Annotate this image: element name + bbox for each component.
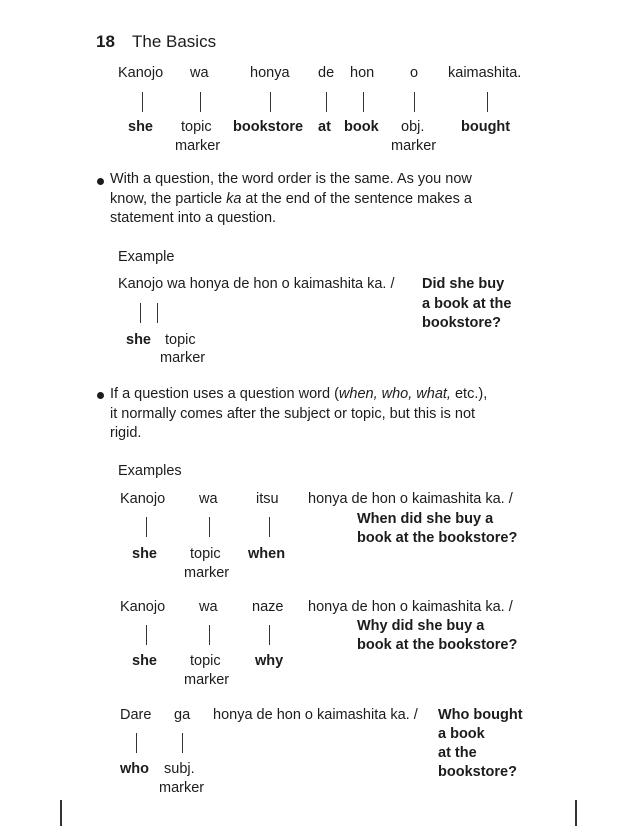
gloss-meaning: she	[132, 546, 157, 562]
chapter-title: The Basics	[132, 32, 217, 51]
jp-word: Kanojo	[120, 491, 166, 507]
jp-word: hon	[350, 65, 375, 81]
gloss-meaning: she	[128, 119, 153, 135]
para-line: rigid.	[110, 425, 142, 441]
translation-line: When did she buy a	[357, 511, 494, 527]
jp-sentence-rest: honya de hon o kaimashita ka. /	[308, 491, 513, 507]
scan-edge-line	[575, 800, 577, 826]
para-line: statement into a question.	[110, 210, 277, 226]
gloss-meaning: when	[248, 546, 286, 562]
translation-line: a book	[438, 726, 485, 742]
jp-word: de	[318, 65, 335, 81]
jp-word: honya	[250, 65, 290, 81]
gloss-meaning: bookstore	[233, 119, 304, 135]
para-line	[110, 190, 472, 210]
jp-word: Kanojo	[118, 65, 164, 81]
gloss-connector	[209, 625, 210, 645]
bullet-paragraph	[110, 385, 487, 444]
translation-line: a book at the	[422, 296, 512, 312]
gloss-connector	[414, 92, 415, 112]
scan-edge-line	[60, 800, 62, 826]
gloss-connector	[269, 625, 270, 645]
gloss-sub: marker	[391, 138, 437, 154]
gloss-connector	[326, 92, 327, 112]
gloss-connector	[157, 303, 158, 323]
gloss-connector	[200, 92, 201, 112]
gloss-connector	[136, 733, 137, 753]
para-text: know, the particle	[110, 190, 227, 207]
gloss-meaning: topic	[181, 119, 212, 135]
gloss-sub: marker	[184, 672, 230, 688]
jp-word: ga	[174, 707, 191, 723]
jp-word: o	[410, 65, 419, 81]
jp-sentence-rest: honya de hon o kaimashita ka. /	[213, 707, 418, 723]
jp-word: Kanojo	[120, 599, 166, 615]
gloss-connector	[269, 517, 270, 537]
translation-line: book at the bookstore?	[357, 530, 518, 546]
gloss-connector	[270, 92, 271, 112]
gloss-connector	[140, 303, 141, 323]
jp-word: wa	[199, 491, 218, 507]
gloss-sub: marker	[159, 780, 205, 796]
para-emphasis: when, who, what,	[338, 386, 451, 402]
para-text: at the end of the sentence makes a	[241, 190, 472, 207]
bullet-paragraph	[110, 170, 472, 229]
jp-sentence-rest: honya de hon o kaimashita ka. /	[308, 599, 513, 615]
section-heading: Example	[118, 249, 175, 265]
gloss-sub: marker	[175, 138, 221, 154]
jp-word: itsu	[256, 491, 279, 507]
gloss-connector	[363, 92, 364, 112]
gloss-meaning: topic	[190, 546, 221, 562]
section-heading: Examples	[118, 463, 182, 479]
gloss-meaning: topic	[165, 332, 196, 348]
gloss-meaning: why	[255, 653, 284, 669]
translation-line: bookstore?	[438, 764, 517, 780]
gloss-connector	[487, 92, 488, 112]
gloss-meaning: subj.	[164, 761, 195, 777]
para-text: etc.),	[450, 386, 488, 402]
gloss-meaning: obj.	[401, 119, 425, 135]
para-emphasis: ka	[226, 190, 242, 207]
translation-line: Did she buy	[422, 276, 505, 292]
jp-word: kaimashita.	[448, 65, 522, 81]
para-text: If a question uses a question word (	[110, 386, 339, 402]
jp-word: wa	[190, 65, 209, 81]
gloss-meaning: who	[120, 761, 149, 777]
gloss-connector	[142, 92, 143, 112]
jp-word: naze	[252, 599, 284, 615]
gloss-meaning: at	[318, 119, 331, 135]
gloss-meaning: topic	[190, 653, 221, 669]
gloss-connector	[182, 733, 183, 753]
gloss-connector	[146, 625, 147, 645]
gloss-meaning: book	[344, 119, 379, 135]
gloss-meaning: bought	[461, 119, 511, 135]
gloss-connector	[146, 517, 147, 537]
jp-word: wa	[199, 599, 218, 615]
translation-line: Why did she buy a	[357, 618, 485, 634]
jp-sentence: Kanojo wa honya de hon o kaimashita ka. /	[118, 276, 395, 292]
para-line: With a question, the word order is the same. As you now	[110, 171, 472, 187]
para-line: it normally comes after the subject or topic, but this is not	[110, 405, 476, 422]
gloss-connector	[209, 517, 210, 537]
gloss-sub: marker	[160, 350, 206, 366]
gloss-meaning: she	[126, 332, 151, 348]
bullet-icon	[97, 178, 104, 185]
translation-line: at the	[438, 745, 477, 761]
page-number: 18	[96, 32, 115, 51]
gloss-sub: marker	[184, 565, 230, 581]
translation-line: book at the bookstore?	[357, 637, 518, 653]
jp-word: Dare	[120, 707, 152, 723]
gloss-meaning: she	[132, 653, 157, 669]
bullet-icon	[97, 392, 104, 399]
translation-line: Who bought	[438, 707, 523, 723]
translation-line: bookstore?	[422, 315, 501, 331]
para-line	[110, 385, 487, 405]
